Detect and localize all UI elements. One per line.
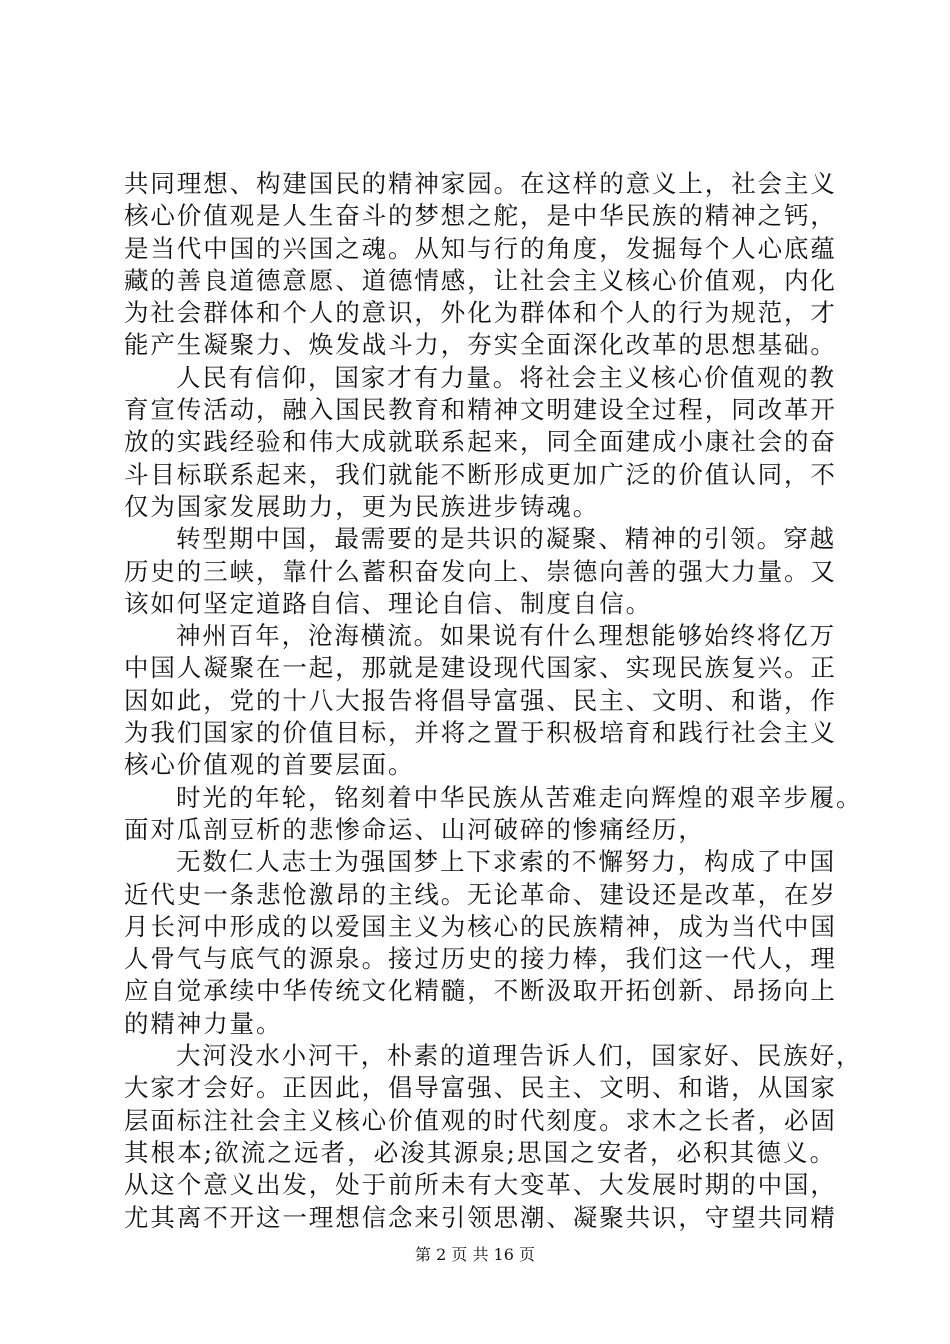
text-line: 应自觉承续中华传统文化精髓，不断汲取开拓创新、昂扬向上 <box>124 976 837 1006</box>
text-line: 神州百年，沧海横流。如果说有什么理想能够始终将亿万 <box>176 621 836 651</box>
text-line: 共同理想、构建国民的精神家园。在这样的意义上，社会主义 <box>124 169 837 198</box>
text-line: 中国人凝聚在一起，那就是建设现代国家、实现民族复兴。正 <box>124 653 837 683</box>
text-line: 核心价值观的首要层面。 <box>124 750 415 780</box>
text-line: 人民有信仰，国家才有力量。将社会主义核心价值观的教 <box>176 362 836 392</box>
text-line: 大河没水小河干，朴素的道理告诉人们，国家好、民族好， <box>176 1041 863 1071</box>
text-line: 仅为国家发展助力，更为民族进步铸魂。 <box>124 491 600 521</box>
text-line: 时光的年轮，铭刻着中华民族从苦难走向辉煌的艰辛步履。 <box>176 782 863 812</box>
text-line: 尤其离不开这一理想信念来引领思潮、凝聚共识，守望共同精 <box>124 1202 837 1232</box>
text-line: 层面标注社会主义核心价值观的时代刻度。求木之长者，必固 <box>124 1105 837 1135</box>
text-line: 该如何坚定道路自信、理论自信、制度自信。 <box>124 588 652 618</box>
text-line: 能产生凝聚力、焕发战斗力，夯实全面深化改革的思想基础。 <box>124 330 837 360</box>
text-line: 月长河中形成的以爱国主义为核心的民族精神，成为当代中国 <box>124 911 837 941</box>
text-line: 大家才会好。正因此，倡导富强、民主、文明、和谐，从国家 <box>124 1073 837 1103</box>
page-footer: 第 2 页 共 16 页 <box>415 1245 535 1264</box>
text-line: 为我们国家的价值目标，并将之置于积极培育和践行社会主义 <box>124 718 837 748</box>
text-line: 从这个意义出发，处于前所未有大变革、大发展时期的中国， <box>124 1170 837 1200</box>
text-line: 转型期中国，最需要的是共识的凝聚、精神的引领。穿越 <box>176 524 836 554</box>
text-line: 斗目标联系起来，我们就能不断形成更加广泛的价值认同，不 <box>124 459 837 489</box>
text-line: 无数仁人志士为强国梦上下求索的不懈努力，构成了中国 <box>176 847 836 877</box>
body-text <box>124 168 863 1234</box>
text-line: 人骨气与底气的源泉。接过历史的接力棒，我们这一代人，理 <box>124 944 837 974</box>
text-line: 为社会群体和个人的意识，外化为群体和个人的行为规范，才 <box>124 298 837 328</box>
text-line: 历史的三峡，靠什么蓄积奋发向上、崇德向善的强大力量。又 <box>124 556 837 586</box>
text-line: 面对瓜剖豆析的悲惨命运、山河破碎的惨痛经历， <box>124 814 705 844</box>
text-line: 其根本;欲流之远者，必浚其源泉;思国之安者，必积其德义。 <box>124 1137 836 1167</box>
text-line: 是当代中国的兴国之魂。从知与行的角度，发掘每个人心底蕴 <box>124 233 837 263</box>
text-line: 核心价值观是人生奋斗的梦想之舵，是中华民族的精神之钙， <box>124 201 837 231</box>
text-line: 藏的善良道德意愿、道德情感，让社会主义核心价值观，内化 <box>124 265 837 295</box>
text-line: 放的实践经验和伟大成就联系起来，同全面建成小康社会的奋 <box>124 427 837 457</box>
text-line: 的精神力量。 <box>124 1008 283 1038</box>
text-line: 因如此，党的十八大报告将倡导富强、民主、文明、和谐，作 <box>124 685 837 715</box>
text-line: 育宣传活动，融入国民教育和精神文明建设全过程，同改革开 <box>124 395 837 425</box>
text-line: 近代史一条悲怆激昂的主线。无论革命、建设还是改革，在岁 <box>124 879 837 909</box>
